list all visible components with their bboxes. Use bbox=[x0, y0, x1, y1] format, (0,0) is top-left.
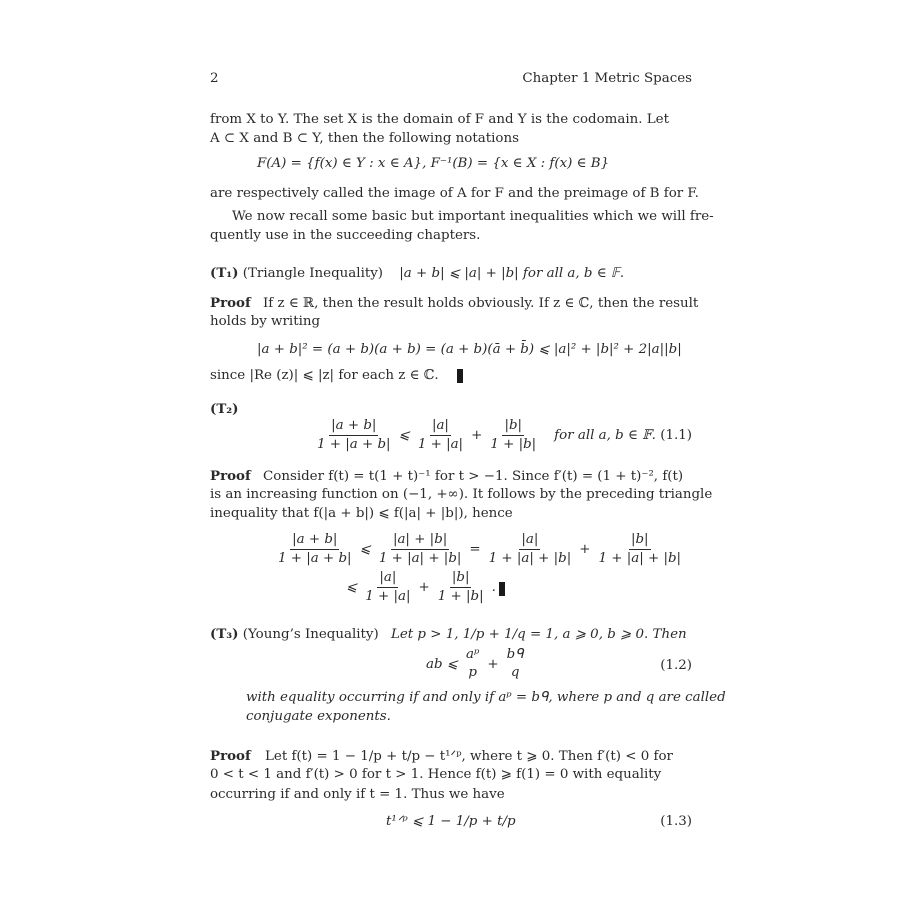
young-frac-p: aᵖ p bbox=[466, 647, 480, 680]
t3-line1: with equality occurring if and only if aᵖ = bᑫ, where p and q are called bbox=[246, 690, 726, 705]
proof3-formula: t¹ᐟᵖ ⩽ 1 − 1/p + t/p bbox=[386, 814, 516, 829]
row2-period: . bbox=[491, 580, 496, 595]
t3-label: (T₃) bbox=[210, 626, 239, 642]
proof2-line3: inequality that f(|a + b|) ⩽ f(|a| + |b|), hence bbox=[210, 506, 513, 521]
image-preimage-formula: F(A) = {f(x) ∈ Y : x ∈ A}, F⁻¹(B) = {x ∈ X : f(x) ∈ B} bbox=[257, 156, 610, 171]
row2-rel: ⩽ bbox=[346, 580, 358, 595]
t2-quantifier: for all a, b ∈ 𝔽. bbox=[554, 428, 656, 443]
running-header: Chapter 1 Metric Spaces bbox=[522, 71, 692, 86]
page-number: 2 bbox=[210, 71, 219, 86]
proof2-row2 bbox=[346, 570, 496, 605]
proof1-line1 bbox=[210, 294, 698, 313]
proof2-line1 bbox=[210, 467, 683, 486]
para1-line2: A ⊂ X and B ⊂ Y, then the following notations bbox=[210, 131, 519, 146]
row1-frac-c: $\frac{|a|}{1 + |a| + |b|}$ bbox=[488, 532, 572, 566]
t3-name: (Young’s Inequality) bbox=[242, 627, 379, 642]
proof1-line3: since |Re (z)| ⩽ |z| for each z ∈ ℂ. bbox=[210, 368, 439, 383]
proof2-label: Proof bbox=[210, 468, 251, 484]
eq-number-1-3: (1.3) bbox=[660, 814, 692, 829]
proof3-line1 bbox=[210, 747, 673, 766]
row1-frac-a: $\frac{|a + b|}{1 + |a + b|}$ bbox=[278, 532, 352, 566]
para2-line1: We now recall some basic but important inequalities which we will fre- bbox=[232, 209, 714, 224]
proof3-line3: occurring if and only if t = 1. Thus we have bbox=[210, 787, 505, 802]
t1-label: (T₁) bbox=[210, 265, 239, 281]
row1-plus: + bbox=[579, 542, 591, 557]
proof2-row1 bbox=[276, 532, 683, 567]
young-inequality bbox=[426, 647, 526, 681]
t3-hypothesis: Let p > 1, 1/p + 1/q = 1, a ⩾ 0, b ⩾ 0. Then bbox=[390, 627, 687, 642]
row2-frac-f: $\frac{|b|}{1 + |b|}$ bbox=[437, 570, 484, 604]
t2-rhs2-fraction: $\frac{|b|}{1 + |b|}$ bbox=[490, 418, 537, 452]
eq-number-1-1: (1.1) bbox=[660, 428, 692, 443]
eq-number-1-2: (1.2) bbox=[660, 658, 692, 673]
t3-statement bbox=[210, 625, 687, 644]
row1-rel2: = bbox=[469, 542, 481, 557]
t3-line2: conjugate exponents. bbox=[246, 709, 391, 724]
proof1-line2: holds by writing bbox=[210, 314, 321, 329]
qed-mark-1 bbox=[457, 369, 463, 383]
t2-plus: + bbox=[471, 428, 483, 443]
young-plus: + bbox=[487, 656, 499, 672]
t2-lhs-fraction: $\frac{|a + b|}{1 + |a + b|}$ bbox=[317, 418, 391, 452]
proof3-label: Proof bbox=[210, 748, 251, 764]
row2-frac-e: $\frac{|a|}{1 + |a|}$ bbox=[365, 570, 411, 604]
row1-frac-b: $\frac{|a| + |b|}{1 + |a| + |b|}$ bbox=[378, 532, 462, 566]
para2-line2: quently use in the succeeding chapters. bbox=[210, 228, 481, 243]
row1-rel1: ⩽ bbox=[359, 542, 371, 557]
proof2-text1: Consider f(t) = t(1 + t)⁻¹ for t > −1. Since f′(t) = (1 + t)⁻², f(t) bbox=[263, 469, 684, 484]
qed-mark-2 bbox=[499, 582, 505, 596]
t2-label: (T₂) bbox=[210, 401, 239, 417]
proof3-line2: 0 < t < 1 and f′(t) > 0 for t > 1. Hence f(t) ⩾ f(1) = 0 with equality bbox=[210, 767, 662, 782]
row2-plus: + bbox=[418, 580, 430, 595]
row1-frac-d: $\frac{|b|}{1 + |a| + |b|}$ bbox=[598, 532, 682, 566]
t2-relation: ⩽ bbox=[398, 428, 410, 443]
t2-inequality bbox=[315, 418, 656, 453]
proof1-label: Proof bbox=[210, 295, 251, 311]
t1-inequality: |a + b| ⩽ |a| + |b| for all a, b ∈ 𝔽. bbox=[399, 266, 625, 281]
proof3-text1: Let f(t) = 1 − 1/p + t/p − t¹ᐟᵖ, where t ⩾ 0. Then f′(t) < 0 for bbox=[265, 749, 673, 764]
young-frac-q: bᑫ q bbox=[506, 647, 524, 680]
para1-line1: from X to Y. The set X is the domain of F and Y is the codomain. Let bbox=[210, 112, 669, 127]
t2-rhs1-fraction: $\frac{|a|}{1 + |a|}$ bbox=[417, 418, 464, 452]
para1-line3: are respectively called the image of A for F and the preimage of B for F. bbox=[210, 186, 699, 201]
young-lhs: ab ⩽ bbox=[426, 656, 459, 672]
t1-name: (Triangle Inequality) bbox=[242, 266, 384, 281]
proof2-line2: is an increasing function on (−1, +∞). It follows by the preceding triangle bbox=[210, 487, 713, 502]
proof1-text1: If z ∈ ℝ, then the result holds obviously. If z ∈ ℂ, then the result bbox=[263, 296, 699, 311]
t1-statement bbox=[210, 264, 624, 283]
page bbox=[210, 0, 726, 900]
proof1-formula: |a + b|² = (a + b)(a + b) = (a + b)(ā + b̄) ⩽ |a|² + |b|² + 2|a||b| bbox=[257, 342, 682, 357]
